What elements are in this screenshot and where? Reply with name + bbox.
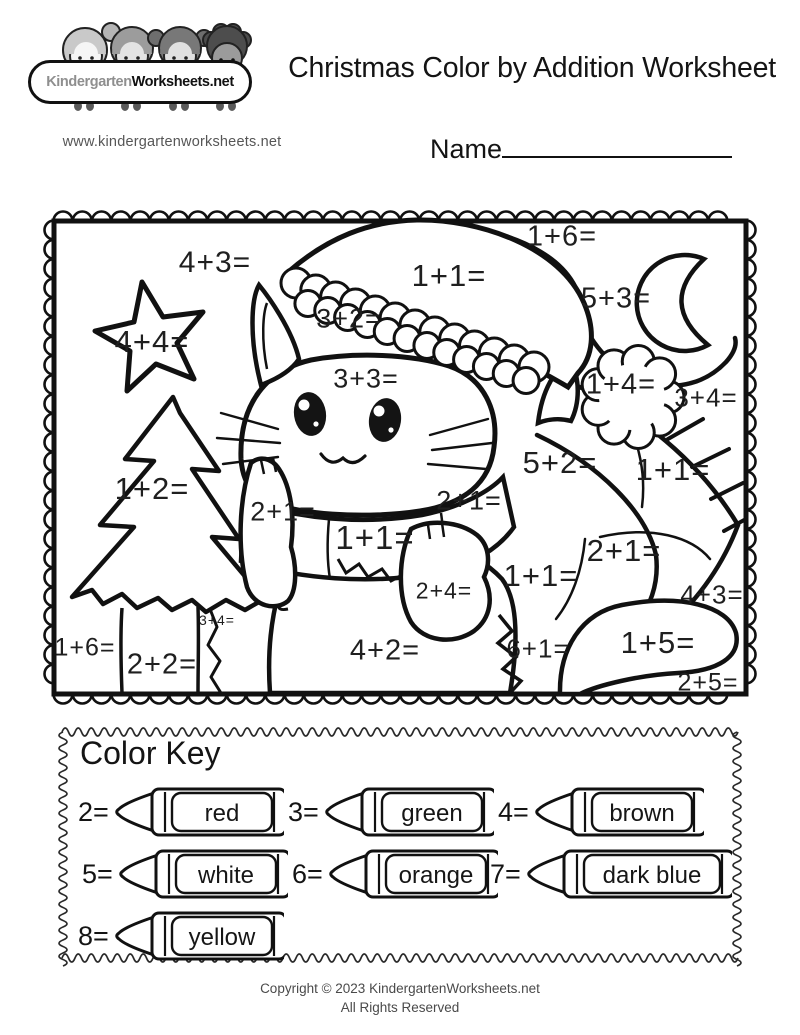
- color-key-entry-orange: [292, 845, 498, 903]
- math-problem-scarf-upper: 5+2=: [522, 445, 598, 480]
- math-problem-scarf-center: 1+1=: [335, 519, 415, 556]
- crayon-number: 5=: [82, 858, 113, 889]
- crayon-number: 2=: [78, 796, 109, 827]
- math-problems: [40, 207, 760, 710]
- math-problem-hat-brim: 3+2=: [316, 303, 382, 334]
- color-key-entry-white: [82, 845, 288, 903]
- color-key-entry-brown: [498, 783, 704, 841]
- crayon-color-name: brown: [609, 800, 675, 827]
- crayon-icon: [322, 783, 494, 841]
- math-problem-sky-top-left: 4+3=: [178, 246, 252, 279]
- math-problem-tree-trunk: 2+2=: [126, 648, 198, 681]
- crayon-color-name: dark blue: [602, 862, 702, 889]
- math-problem-above-tail: 4+3=: [680, 579, 744, 610]
- crayon-color-name: yellow: [188, 924, 256, 951]
- crayon-color-name: green: [401, 800, 463, 827]
- crayon-number: 3=: [288, 796, 319, 827]
- crayon-icon: [116, 845, 288, 903]
- math-problem-hat-pompom: 1+4=: [585, 368, 657, 401]
- name-row: [430, 134, 732, 165]
- math-problem-cat-tail: 1+5=: [620, 625, 696, 660]
- math-problem-scarf-left: 2+1=: [250, 496, 316, 527]
- color-key-entry-red: [78, 783, 284, 841]
- math-problem-bottom-right-corner: 2+5=: [677, 668, 739, 697]
- color-key-title: Color Key: [80, 735, 221, 771]
- math-problem-below-scarf: 6+1=: [506, 633, 570, 664]
- math-problem-scarf-right: 1+1=: [635, 452, 711, 487]
- crayon-color-name: white: [197, 862, 254, 889]
- math-problem-christmas-tree: 1+2=: [114, 471, 190, 506]
- crayon-icon: [112, 907, 284, 965]
- rights-text: All Rights Reserved: [340, 999, 460, 1015]
- math-problem-scarf-right-edge: 3+4=: [674, 382, 738, 413]
- page-footer: [0, 980, 800, 1018]
- coloring-picture: [40, 207, 760, 710]
- crayon-icon: [532, 783, 704, 841]
- math-problem-sky-top-right: 1+6=: [526, 220, 598, 253]
- website-url: www.kindergartenworksheets.net: [62, 134, 282, 150]
- math-problem-cat-body: 4+2=: [349, 634, 421, 667]
- logo-wordmark: [28, 60, 252, 104]
- math-problem-mitten: 2+4=: [415, 577, 473, 604]
- math-problem-cat-forehead: 3+3=: [333, 363, 399, 394]
- site-logo: [28, 16, 282, 150]
- logo-text-worksheets: Worksheets.net: [131, 74, 234, 90]
- math-problem-star: 4+4=: [114, 324, 190, 359]
- math-problem-scarf-neck-right: 2+1=: [436, 485, 502, 516]
- name-label: Name: [430, 134, 503, 164]
- crayon-number: 8=: [78, 920, 109, 951]
- math-problem-scarf-lower-right: 2+1=: [586, 533, 662, 568]
- crayon-icon: [326, 845, 498, 903]
- logo-text-kindergarten: Kindergarten: [46, 74, 132, 90]
- math-problem-scarf-bottom: 1+1=: [503, 558, 579, 593]
- name-blank-line[interactable]: [502, 134, 732, 158]
- math-problem-santa-hat: 1+1=: [411, 258, 487, 293]
- math-problem-sky-near-moon: 5+3=: [580, 282, 652, 315]
- crayon-icon: [524, 845, 732, 903]
- math-problem-tree-trunk-sliver: 3+4=: [199, 612, 235, 628]
- math-problem-bottom-left-corner: 1+6=: [54, 633, 116, 662]
- crayon-number: 7=: [490, 858, 521, 889]
- crayon-color-name: red: [204, 800, 240, 827]
- crayon-color-name: orange: [398, 862, 474, 889]
- copyright-text: Copyright © 2023 KindergartenWorksheets.net: [260, 981, 540, 996]
- color-key: [54, 723, 746, 967]
- crayon-number: 4=: [498, 796, 529, 827]
- crayon-number: 6=: [292, 858, 323, 889]
- color-key-entry-green: [288, 783, 494, 841]
- worksheet-title: Christmas Color by Addition Worksheet: [288, 52, 776, 84]
- crayon-icon: [112, 783, 284, 841]
- color-key-entry-dark-blue: [490, 845, 732, 903]
- color-key-entry-yellow: [78, 907, 284, 965]
